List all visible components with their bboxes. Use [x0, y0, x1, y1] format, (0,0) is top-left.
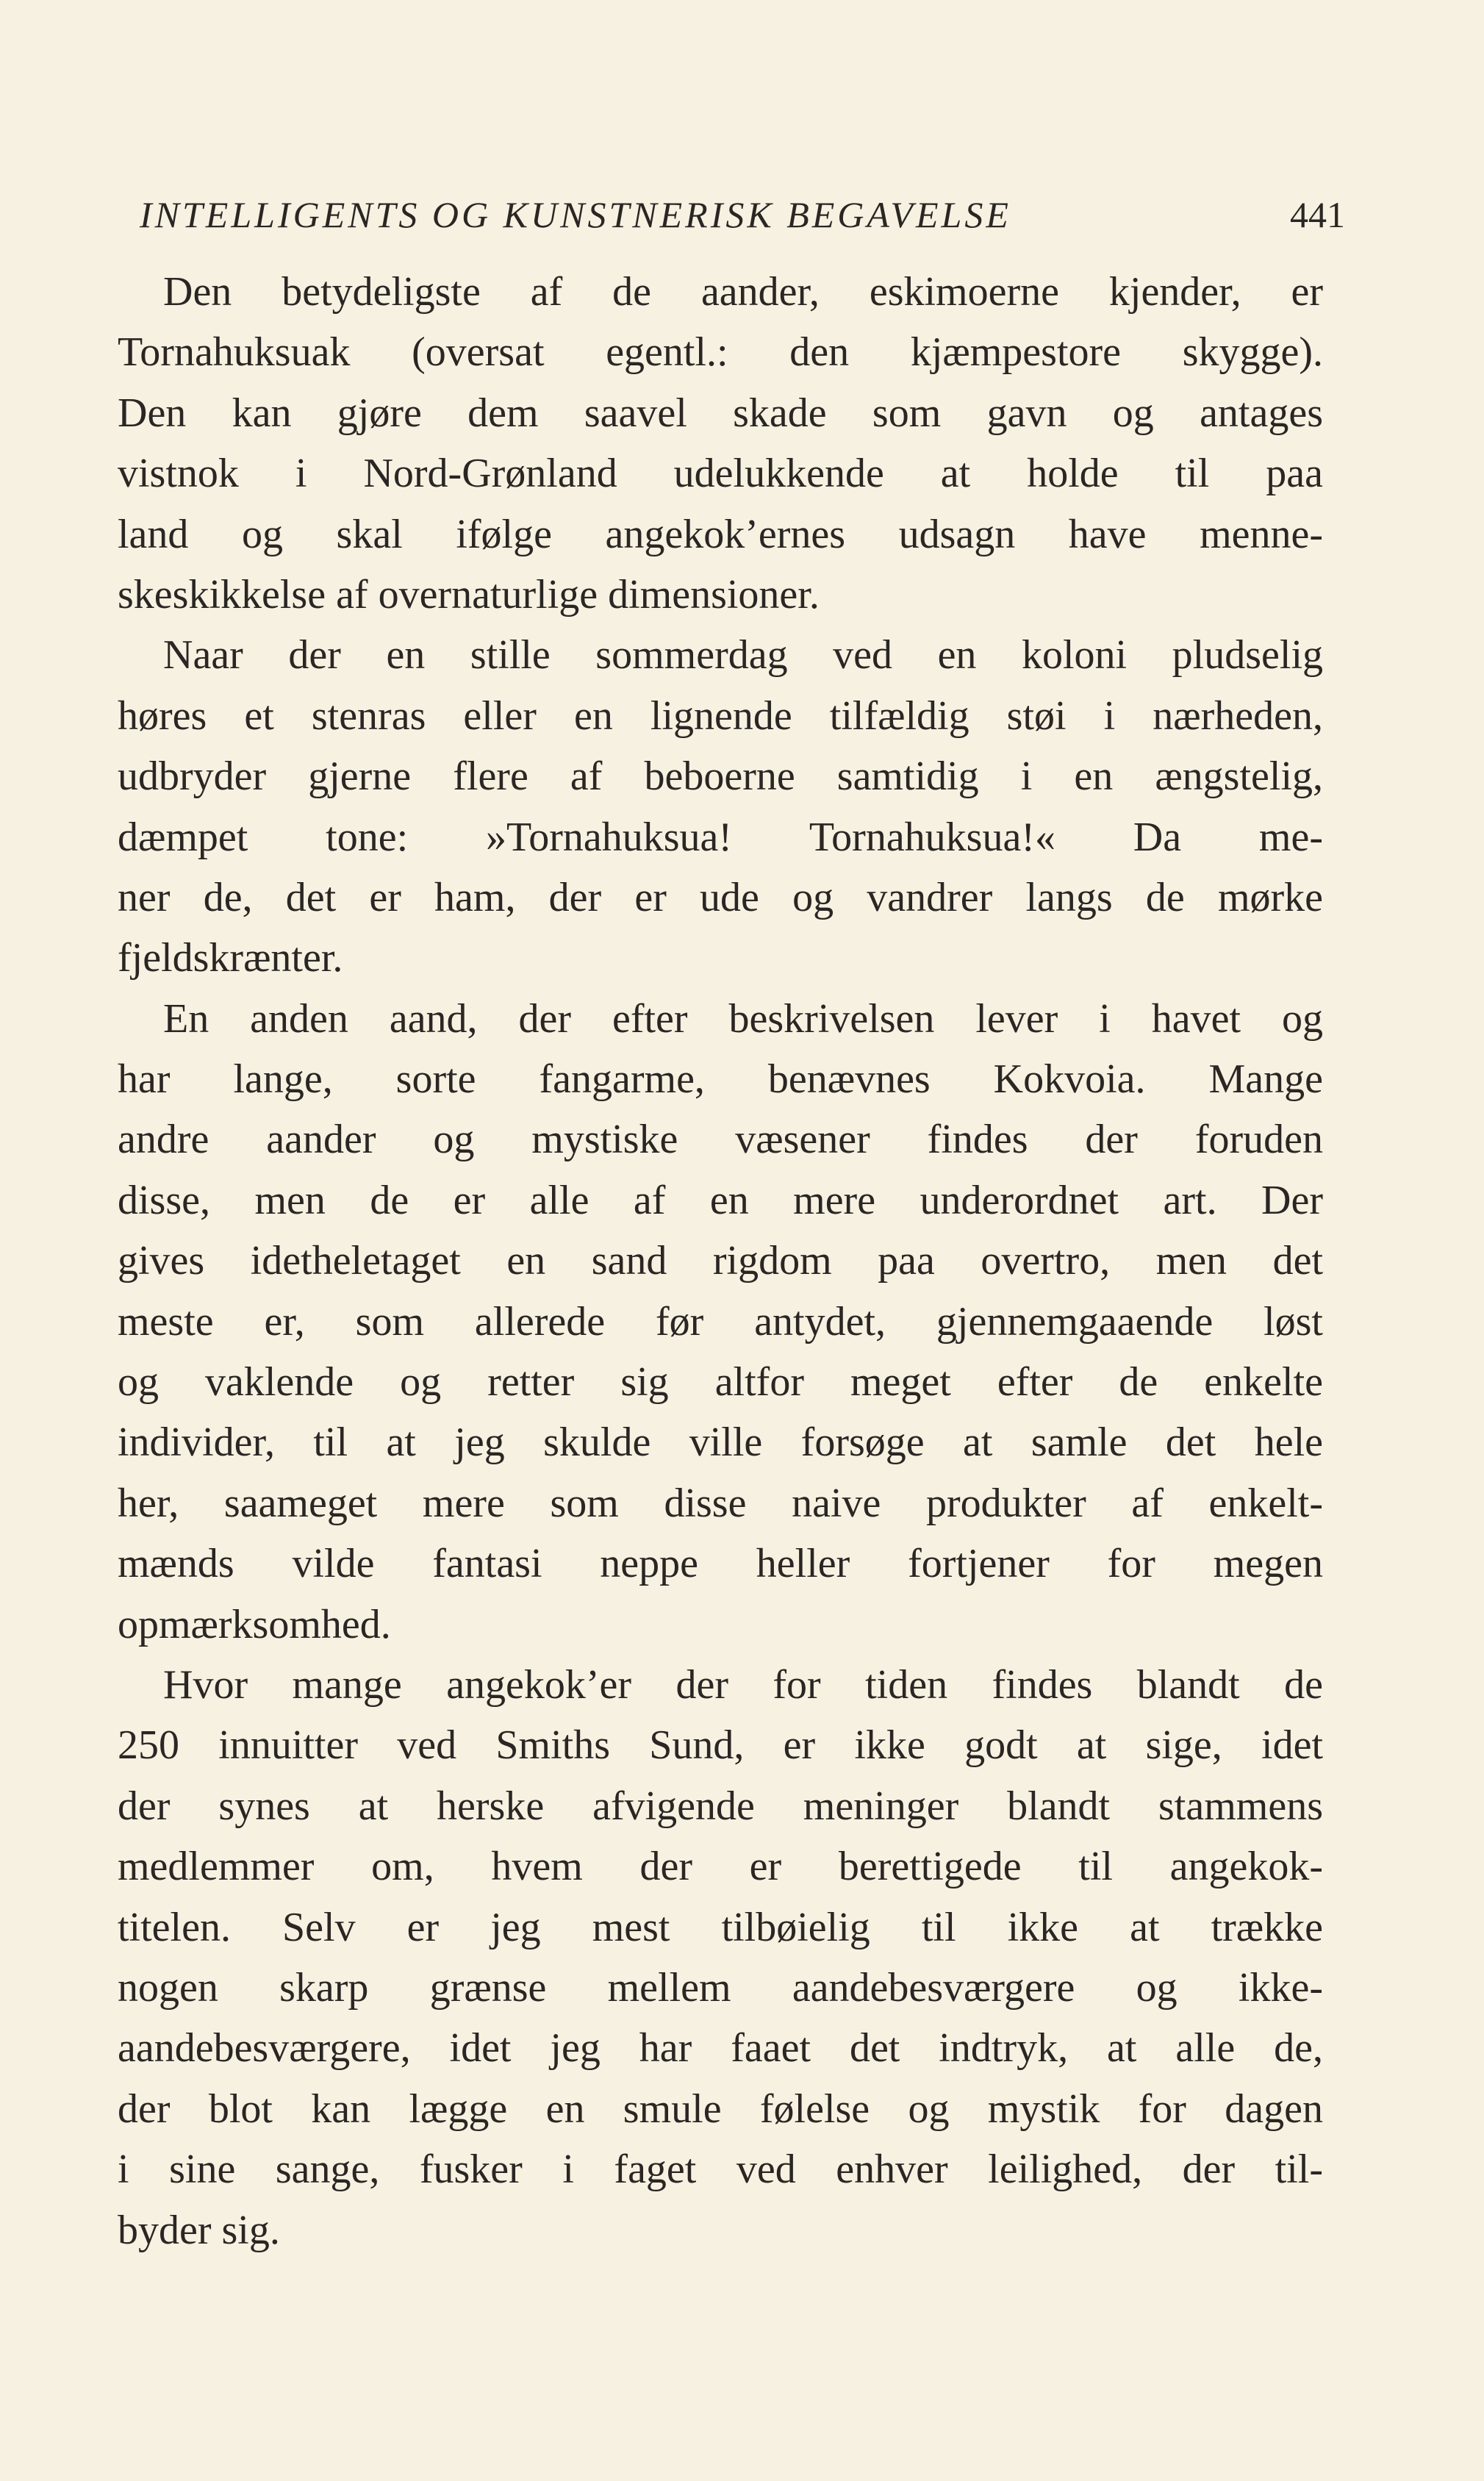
- text-line: der blot kan lægge en smule følelse og mystik for dagen: [118, 2086, 1323, 2132]
- text-line: der synes at herske afvigende meninger blandt stammens: [118, 1783, 1323, 1829]
- text-line: aandebesværgere, idet jeg har faaet det indtryk, at alle de,: [118, 2025, 1323, 2072]
- text-line: fjeldskrænter.: [118, 935, 343, 981]
- text-line: Den kan gjøre dem saavel skade som gavn og antages: [118, 390, 1323, 436]
- text-line: En anden aand, der efter beskrivelsen lever i havet og: [163, 995, 1323, 1042]
- text-line: nogen skarp grænse mellem aandebesværgere og ikke-: [118, 1964, 1323, 2011]
- running-head: [140, 185, 1345, 244]
- text-line: land og skal ifølge angekok’ernes udsagn have menne-: [118, 511, 1323, 557]
- text-line: udbryder gjerne flere af beboerne samtidig i en ængstelig,: [118, 753, 1323, 800]
- text-line: gives idetheletaget en sand rigdom paa overtro, men det: [118, 1238, 1323, 1284]
- text-line: har lange, sorte fangarme, benævnes Kokvoia. Mange: [118, 1056, 1323, 1103]
- text-line: ner de, det er ham, der er ude og vandrer langs de mørke: [118, 874, 1323, 920]
- text-line: dæmpet tone: »Tornahuksua! Tornahuksua!« Da me-: [118, 814, 1323, 860]
- text-line: titelen. Selv er jeg mest tilbøielig til ikke at trække: [118, 1904, 1323, 1950]
- text-line: vistnok i Nord-Grønland udelukkende at holde til paa: [118, 451, 1323, 497]
- text-line: meste er, som allerede før antydet, gjennemgaaende løst: [118, 1298, 1323, 1345]
- text-line: skeskikkelse af overnaturlige dimensioner.: [118, 571, 820, 617]
- page-number: 441: [1290, 194, 1345, 235]
- text-line: opmærksomhed.: [118, 1601, 391, 1647]
- text-line: medlemmer om, hvem der er berettigede til angekok-: [118, 1844, 1323, 1890]
- body-text: [118, 262, 1323, 2260]
- text-line: og vaklende og retter sig altfor meget efter de enkelte: [118, 1359, 1323, 1406]
- text-line: disse, men de er alle af en mere underordnet art. Der: [118, 1177, 1323, 1223]
- text-line: individer, til at jeg skulde ville forsøge at samle det hele: [118, 1419, 1323, 1466]
- text-line: Hvor mange angekok’er der for tiden findes blandt de: [163, 1661, 1323, 1708]
- text-line: andre aander og mystiske væsener findes der foruden: [118, 1117, 1323, 1163]
- text-line: her, saameget mere som disse naive produkter af enkelt-: [118, 1480, 1323, 1526]
- text-line: Den betydeligste af de aander, eskimoerne kjender, er: [163, 269, 1323, 315]
- text-line: Naar der en stille sommerdag ved en koloni pludselig: [163, 632, 1323, 679]
- text-line: høres et stenras eller en lignende tilfældig støi i nærheden,: [118, 692, 1323, 739]
- text-line: byder sig.: [118, 2207, 280, 2253]
- text-line: i sine sange, fusker i faget ved enhver leilighed, der til-: [118, 2147, 1323, 2193]
- text-line: mænds vilde fantasi neppe heller fortjener for megen: [118, 1541, 1323, 1587]
- text-line: Tornahuksuak (oversat egentl.: den kjæmpestore skygge).: [118, 329, 1323, 376]
- running-title: INTELLIGENTS OG KUNSTNERISK BEGAVELSE: [140, 194, 1011, 235]
- text-line: 250 innuitter ved Smiths Sund, er ikke godt at sige, idet: [118, 1722, 1323, 1769]
